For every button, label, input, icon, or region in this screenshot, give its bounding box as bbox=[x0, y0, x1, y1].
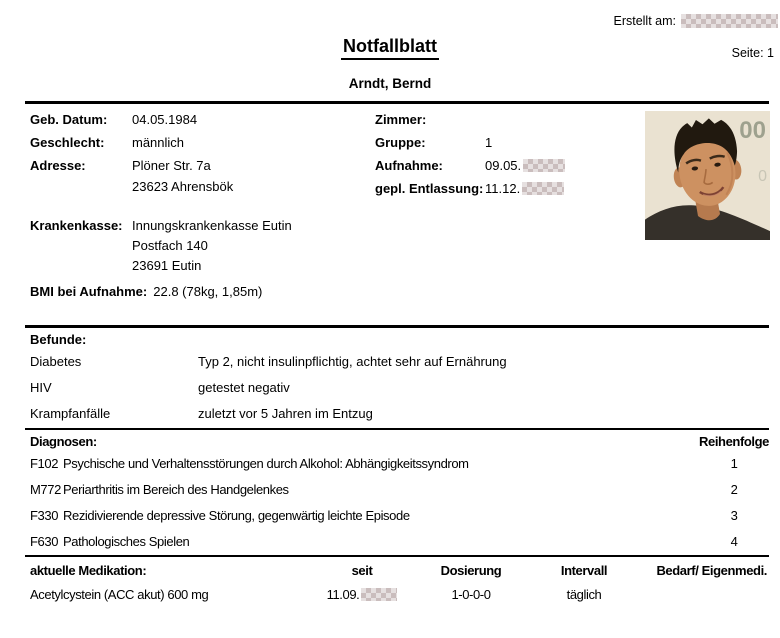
address-label: Adresse: bbox=[30, 158, 86, 173]
redacted-created-date bbox=[681, 14, 778, 28]
insurance-row bbox=[25, 216, 292, 276]
gender-value: männlich bbox=[132, 135, 185, 150]
group-value: 1 bbox=[485, 135, 493, 150]
bmi-row bbox=[30, 283, 262, 301]
insurance-label: Krankenkasse: bbox=[30, 218, 123, 233]
col-header-bedarf: Bedarf/ Eigenmedi. bbox=[656, 563, 767, 578]
address-row bbox=[25, 154, 370, 197]
medication-row bbox=[25, 583, 769, 607]
birthdate-row bbox=[25, 108, 370, 131]
patient-photo bbox=[645, 111, 770, 240]
page-title: Notfallblatt bbox=[341, 36, 439, 60]
diagnosis-text: Rezidivierende depressive Störung, gegenwärtig leichte Episode bbox=[63, 508, 410, 523]
diagnosis-text: Periarthritis im Bereich des Handgelenkes bbox=[63, 482, 289, 497]
diagnosis-row bbox=[25, 503, 769, 529]
befunde-section bbox=[25, 331, 769, 427]
diagnosis-order: 1 bbox=[730, 456, 738, 471]
diagnosis-text: Pathologisches Spielen bbox=[63, 534, 190, 549]
medikation-section bbox=[25, 559, 769, 607]
address-value: Plöner Str. 7a 23623 Ahrensbök bbox=[132, 158, 234, 194]
divider-diagnosen bbox=[25, 428, 769, 430]
diagnosen-section bbox=[25, 433, 769, 555]
diagnosen-title: Diagnosen: bbox=[30, 434, 97, 449]
redacted-since-year bbox=[361, 588, 397, 601]
gender-row bbox=[25, 131, 370, 154]
befunde-title: Befunde: bbox=[30, 332, 87, 347]
admission-value: 09.05. bbox=[485, 154, 565, 177]
diagnosis-order: 2 bbox=[730, 482, 738, 497]
redacted-discharge-year bbox=[522, 182, 564, 195]
bmi-label: BMI bei Aufnahme: bbox=[30, 284, 148, 299]
birthdate-label: Geb. Datum: bbox=[30, 112, 108, 127]
diagnosis-row bbox=[25, 451, 769, 477]
room-label: Zimmer: bbox=[375, 112, 427, 127]
redacted-admission-year bbox=[523, 159, 565, 172]
diagnosis-text: Psychische und Verhaltensstörungen durch Alkohol: Abhängigkeitssyndrom bbox=[63, 456, 469, 471]
svg-text:00: 00 bbox=[739, 117, 766, 144]
order-column-header: Reihenfolge bbox=[699, 434, 769, 449]
befund-row: Krampfanfälle zuletzt vor 5 Jahren im Entzug bbox=[30, 406, 373, 421]
patient-info-left bbox=[25, 108, 370, 197]
admission-row bbox=[375, 154, 635, 177]
diagnosis-order: 4 bbox=[730, 534, 738, 549]
discharge-label: gepl. Entlassung: bbox=[375, 181, 484, 196]
divider-top bbox=[25, 101, 769, 104]
col-header-seit: seit bbox=[351, 563, 373, 578]
discharge-row bbox=[375, 177, 635, 200]
diagnosis-row bbox=[25, 529, 769, 555]
created-at-row bbox=[613, 14, 778, 28]
divider-befunde bbox=[25, 325, 769, 328]
medication-interval: täglich bbox=[566, 587, 602, 602]
medication-name: Acetylcystein (ACC akut) 600 mg bbox=[30, 587, 209, 602]
admission-label: Aufnahme: bbox=[375, 158, 443, 173]
medikation-header bbox=[25, 559, 769, 583]
room-row bbox=[375, 108, 635, 131]
col-header-dosierung: Dosierung bbox=[440, 563, 502, 578]
medikation-title: aktuelle Medikation: bbox=[30, 563, 147, 578]
patient-info-right bbox=[375, 108, 635, 200]
medication-dosage: 1-0-0-0 bbox=[451, 587, 491, 602]
discharge-value: 11.12. bbox=[485, 177, 564, 200]
group-row bbox=[375, 131, 635, 154]
diagnosis-row bbox=[25, 477, 769, 503]
gender-label: Geschlecht: bbox=[30, 135, 105, 150]
patient-name: Arndt, Bernd bbox=[348, 76, 432, 91]
befund-row: HIV getestet negativ bbox=[30, 380, 290, 395]
diagnosen-header bbox=[25, 433, 769, 451]
page-number: Seite: 1 bbox=[731, 46, 774, 60]
group-label: Gruppe: bbox=[375, 135, 426, 150]
icd-code: F630 bbox=[30, 534, 59, 549]
insurance-value: Innungskrankenkasse Eutin Postfach 140 23691 Eutin bbox=[132, 218, 292, 273]
medication-since: 11.09. bbox=[287, 583, 437, 607]
divider-medikation bbox=[25, 555, 769, 557]
col-header-intervall: Intervall bbox=[560, 563, 608, 578]
bmi-value: 22.8 (78kg, 1,85m) bbox=[153, 284, 263, 299]
befund-row: Diabetes Typ 2, nicht insulinpflichtig, achtet sehr auf Ernährung bbox=[30, 354, 507, 369]
icd-code: M772 bbox=[30, 482, 61, 497]
icd-code: F330 bbox=[30, 508, 59, 523]
icd-code: F102 bbox=[30, 456, 59, 471]
birthdate-value: 04.05.1984 bbox=[132, 112, 198, 127]
created-at-label: Erstellt am: bbox=[613, 14, 676, 28]
svg-text:0: 0 bbox=[758, 168, 767, 185]
diagnosis-order: 3 bbox=[730, 508, 738, 523]
